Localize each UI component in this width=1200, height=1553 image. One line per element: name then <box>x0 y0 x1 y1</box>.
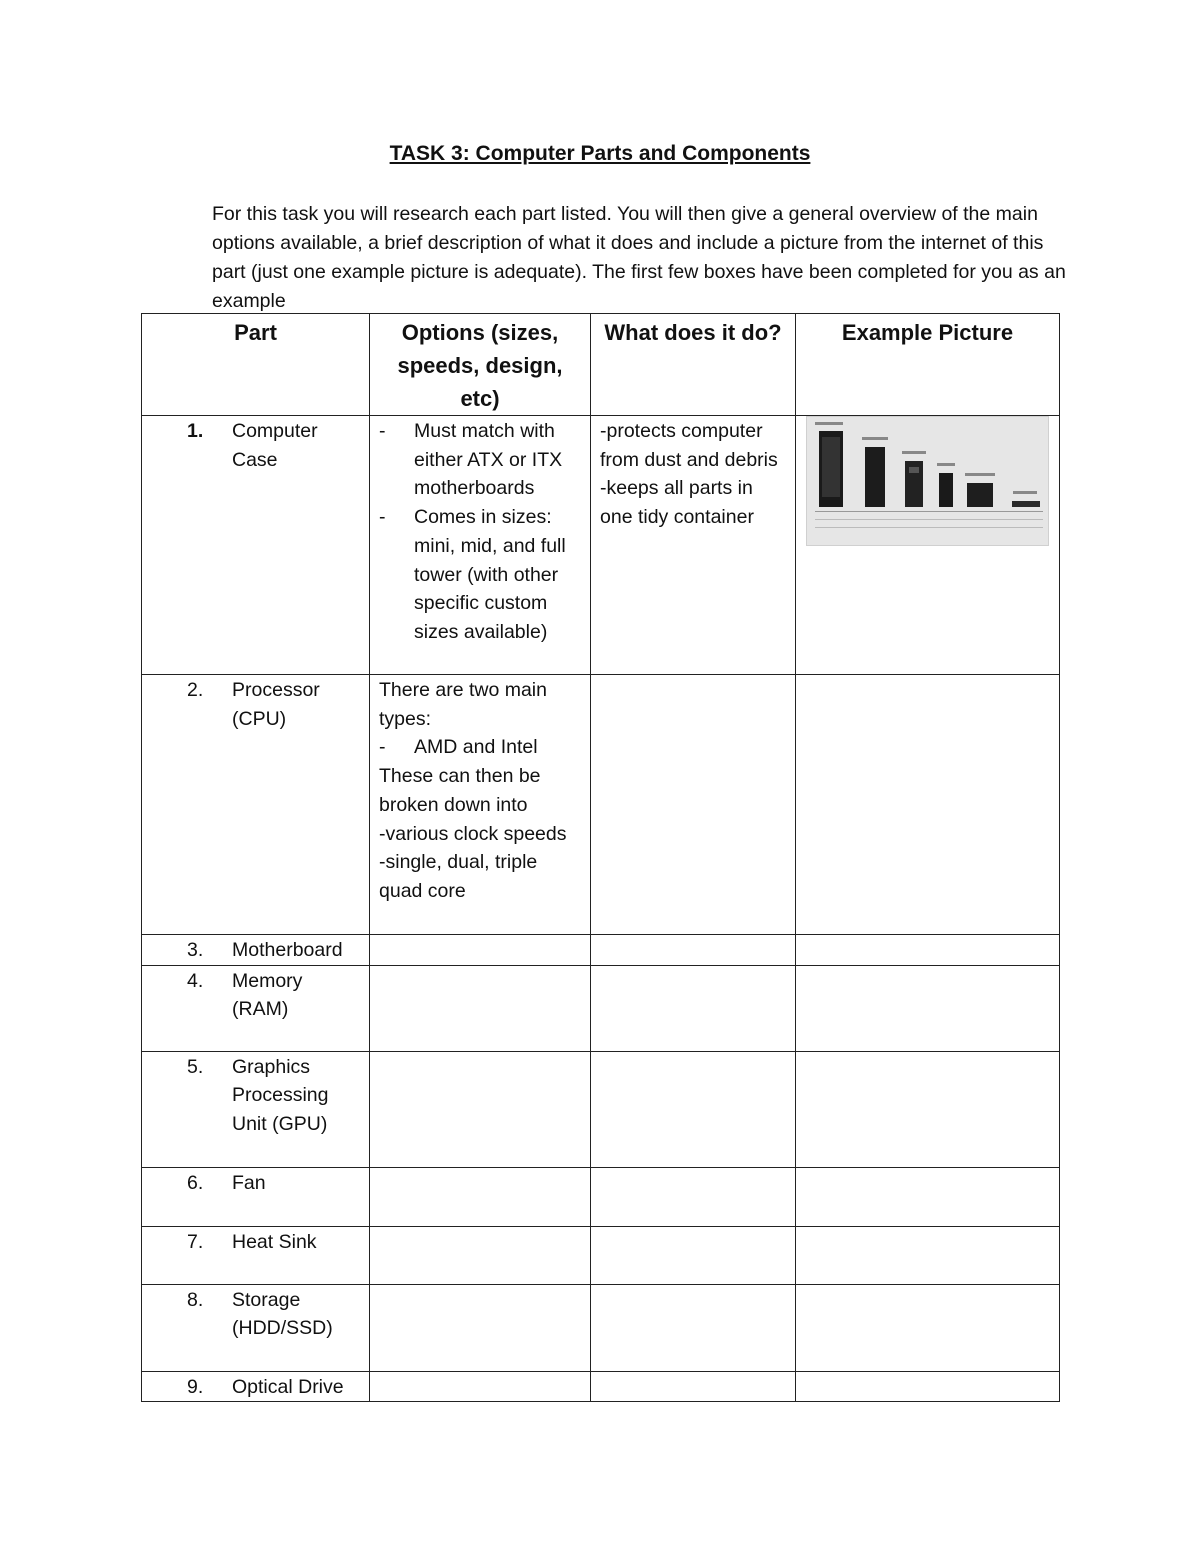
what-cell[interactable] <box>591 935 796 966</box>
table-row <box>142 675 1060 935</box>
option-text: Comes in sizes: mini, mid, and full tower (with other specific custom sizes available) <box>414 506 566 643</box>
part-cell <box>142 416 370 675</box>
part-cell <box>142 1051 370 1167</box>
options-cell[interactable] <box>370 1226 591 1284</box>
table-row <box>142 416 1060 675</box>
table-row <box>142 1226 1060 1284</box>
part-name: Motherboard <box>232 939 343 961</box>
what-cell[interactable] <box>591 675 796 935</box>
options-cell <box>370 416 591 675</box>
page-title: TASK 3: Computer Parts and Components <box>389 142 811 165</box>
table-row <box>142 935 1060 966</box>
table-row <box>142 1167 1060 1226</box>
option-text: -various clock speeds <box>379 822 567 845</box>
picture-cell <box>796 416 1060 675</box>
bullet-dash: - <box>379 506 386 529</box>
table-row <box>142 1051 1060 1167</box>
row-number: 3. <box>187 939 204 961</box>
part-cell <box>142 965 370 1051</box>
bullet-dash: - <box>379 736 386 759</box>
row-number: 2. <box>187 679 204 701</box>
row-number: 4. <box>187 969 204 992</box>
part-cell <box>142 935 370 966</box>
what-text: -keeps all parts in one tidy container <box>600 477 754 529</box>
part-name: Memory (RAM) <box>232 969 303 1021</box>
part-name: Storage (HDD/SSD) <box>232 1288 333 1340</box>
picture-cell[interactable] <box>796 1371 1060 1402</box>
options-cell[interactable] <box>370 1051 591 1167</box>
table-row <box>142 965 1060 1051</box>
part-cell <box>142 1226 370 1284</box>
picture-cell[interactable] <box>796 935 1060 966</box>
options-cell[interactable] <box>370 935 591 966</box>
options-cell[interactable] <box>370 1167 591 1226</box>
picture-cell[interactable] <box>796 965 1060 1051</box>
row-number: 6. <box>187 1171 204 1194</box>
instructions: For this task you will research each part listed. You will then give a general overview of the main options available, a brief description of what it does and include a picture from the internet of this part (just one example picture is adequate). The first few boxes have been completed for you as an example <box>212 203 1066 312</box>
part-cell <box>142 1167 370 1226</box>
option-text: -single, dual, triple quad core <box>379 851 538 902</box>
row-number: 1. <box>187 420 204 442</box>
header-part: Part <box>142 314 370 416</box>
row-number: 9. <box>187 1375 204 1398</box>
part-name: Processor (CPU) <box>232 679 320 730</box>
what-cell[interactable] <box>591 1051 796 1167</box>
what-cell[interactable] <box>591 1284 796 1371</box>
what-text: -protects computer from dust and debris <box>600 420 778 471</box>
part-name: Graphics Processing Unit (GPU) <box>232 1055 329 1136</box>
part-name: Fan <box>232 1171 266 1194</box>
option-text: Must match with either ATX or ITX motherboards <box>414 420 563 500</box>
option-text: These can then be broken down into <box>379 765 541 816</box>
part-name: Optical Drive <box>232 1375 344 1398</box>
option-text: AMD and Intel <box>414 736 538 759</box>
bullet-dash: - <box>379 420 386 442</box>
option-text: There are two main types: <box>379 679 547 730</box>
part-name: Computer Case <box>232 420 318 471</box>
options-cell[interactable] <box>370 1284 591 1371</box>
what-cell[interactable] <box>591 1371 796 1402</box>
picture-cell[interactable] <box>796 1284 1060 1371</box>
options-cell <box>370 675 591 935</box>
header-what: What does it do? <box>591 314 796 416</box>
picture-cell[interactable] <box>796 1167 1060 1226</box>
picture-cell[interactable] <box>796 675 1060 935</box>
part-cell <box>142 675 370 935</box>
part-name: Heat Sink <box>232 1230 317 1253</box>
header-options: Options (sizes, speeds, design, etc) <box>370 314 591 416</box>
picture-cell[interactable] <box>796 1226 1060 1284</box>
row-number: 8. <box>187 1288 204 1311</box>
what-cell[interactable] <box>591 1167 796 1226</box>
part-cell <box>142 1371 370 1402</box>
table-row <box>142 1371 1060 1402</box>
row-number: 5. <box>187 1055 204 1078</box>
picture-cell[interactable] <box>796 1051 1060 1167</box>
header-row <box>142 314 1060 416</box>
what-cell[interactable] <box>591 965 796 1051</box>
header-picture: Example Picture <box>796 314 1060 416</box>
options-cell[interactable] <box>370 1371 591 1402</box>
what-cell <box>591 416 796 675</box>
part-cell <box>142 1284 370 1371</box>
computer-case-sizes-image <box>806 416 1049 546</box>
parts-table <box>141 313 1060 1402</box>
row-number: 7. <box>187 1230 204 1253</box>
options-cell[interactable] <box>370 965 591 1051</box>
what-cell[interactable] <box>591 1226 796 1284</box>
table-row <box>142 1284 1060 1371</box>
